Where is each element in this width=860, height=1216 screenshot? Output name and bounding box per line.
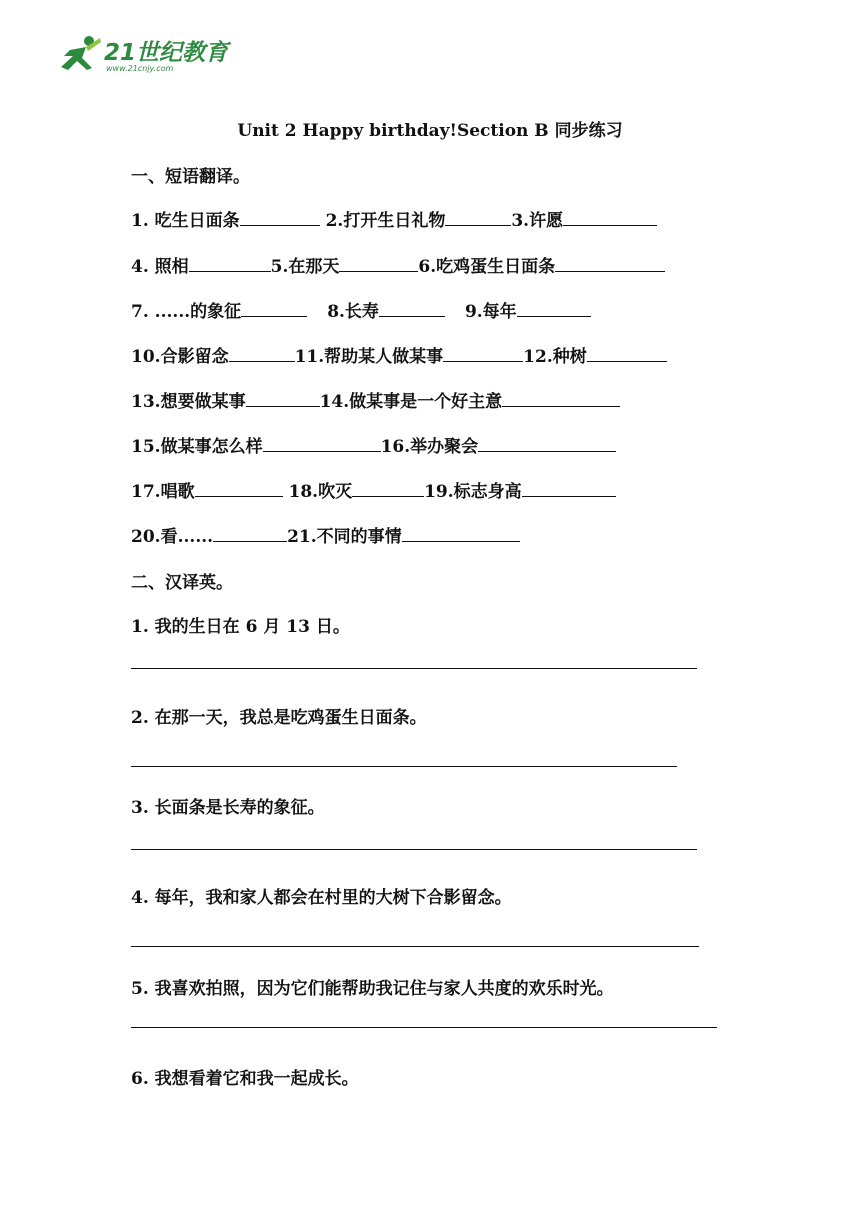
- phrase-row-1: [131, 206, 657, 231]
- phrase-row-4: [131, 342, 667, 367]
- page-title: Unit 2 Happy birthday!Section B 同步练习: [237, 121, 623, 141]
- answer-blank[interactable]: [402, 523, 520, 542]
- phrase-label: 2.打开生日礼物: [319, 211, 446, 231]
- phrase-label: 9.每年: [464, 302, 517, 322]
- section2-heading: 二、汉译英。: [131, 573, 233, 593]
- phrase-label: 7. ......的象征: [131, 302, 242, 322]
- phrase-label: 1. 吃生日面条: [131, 211, 240, 231]
- phrase-label: 3.许愿: [511, 211, 564, 231]
- phrase-label: 12.种树: [523, 347, 587, 367]
- phrase-row-7: [131, 477, 616, 502]
- answer-blank[interactable]: [195, 478, 283, 497]
- phrase-label: 17.唱歌: [131, 482, 195, 502]
- translation-prompt-3: 3. 长面条是长寿的象征。: [131, 798, 325, 818]
- phrase-row-6: [131, 432, 616, 457]
- translation-prompt-2: 2. 在那一天，我总是吃鸡蛋生日面条。: [131, 708, 427, 728]
- phrase-label: 14.做某事是一个好主意: [319, 392, 503, 412]
- answer-blank[interactable]: [263, 433, 381, 452]
- answer-blank[interactable]: [445, 207, 511, 226]
- answer-blank[interactable]: [522, 478, 616, 497]
- phrase-row-8: [131, 522, 520, 547]
- answer-blank[interactable]: [246, 388, 320, 407]
- phrase-row-3: [131, 297, 591, 322]
- translation-prompt-5: 5. 我喜欢拍照，因为它们能帮助我记住与家人共度的欢乐时光。: [131, 979, 614, 999]
- phrase-label: 4. 照相: [131, 257, 189, 277]
- answer-blank[interactable]: [478, 433, 616, 452]
- phrase-label: 20.看......: [131, 527, 214, 547]
- phrase-label: 21.不同的事情: [287, 527, 402, 547]
- phrase-label: 16.举办聚会: [380, 437, 479, 457]
- logo-url: www.21cnjy.com: [106, 64, 174, 73]
- answer-line[interactable]: [131, 766, 677, 767]
- phrase-label: 19.标志身高: [424, 482, 522, 502]
- phrase-row-2: [131, 252, 665, 277]
- translation-prompt-4: 4. 每年，我和家人都会在村里的大树下合影留念。: [131, 888, 512, 908]
- phrase-label: 10.合影留念: [131, 347, 229, 367]
- answer-blank[interactable]: [443, 343, 523, 362]
- section1-heading: 一、短语翻译。: [131, 167, 250, 187]
- answer-blank[interactable]: [240, 207, 320, 226]
- phrase-label: 13.想要做某事: [131, 392, 246, 412]
- answer-line[interactable]: [131, 946, 699, 947]
- answer-blank[interactable]: [379, 298, 445, 317]
- answer-blank[interactable]: [213, 523, 287, 542]
- phrase-label: 5.在那天: [270, 257, 340, 277]
- phrase-label: 18.吹灭: [282, 482, 353, 502]
- answer-line[interactable]: [131, 1027, 717, 1028]
- answer-blank[interactable]: [555, 253, 665, 272]
- phrase-label: 11.帮助某人做某事: [294, 347, 444, 367]
- phrase-label: 15.做某事怎么样: [131, 437, 263, 457]
- answer-blank[interactable]: [229, 343, 295, 362]
- answer-blank[interactable]: [587, 343, 667, 362]
- runner-logo-icon: [56, 34, 104, 74]
- answer-blank[interactable]: [241, 298, 307, 317]
- answer-blank[interactable]: [189, 253, 271, 272]
- answer-blank[interactable]: [563, 207, 657, 226]
- phrase-label: 8.长寿: [327, 302, 379, 322]
- answer-blank[interactable]: [339, 253, 418, 272]
- translation-prompt-6: 6. 我想看着它和我一起成长。: [131, 1069, 359, 1089]
- translation-prompt-1: 1. 我的生日在 6 月 13 日。: [131, 617, 350, 637]
- phrase-label: 6.吃鸡蛋生日面条: [418, 257, 556, 277]
- answer-blank[interactable]: [502, 388, 620, 407]
- phrase-row-5: [131, 387, 620, 412]
- site-logo: [56, 34, 229, 78]
- answer-line[interactable]: [131, 849, 697, 850]
- answer-blank[interactable]: [517, 298, 591, 317]
- logo-text: 21世纪教育: [104, 40, 229, 66]
- answer-line[interactable]: [131, 668, 697, 669]
- answer-blank[interactable]: [352, 478, 424, 497]
